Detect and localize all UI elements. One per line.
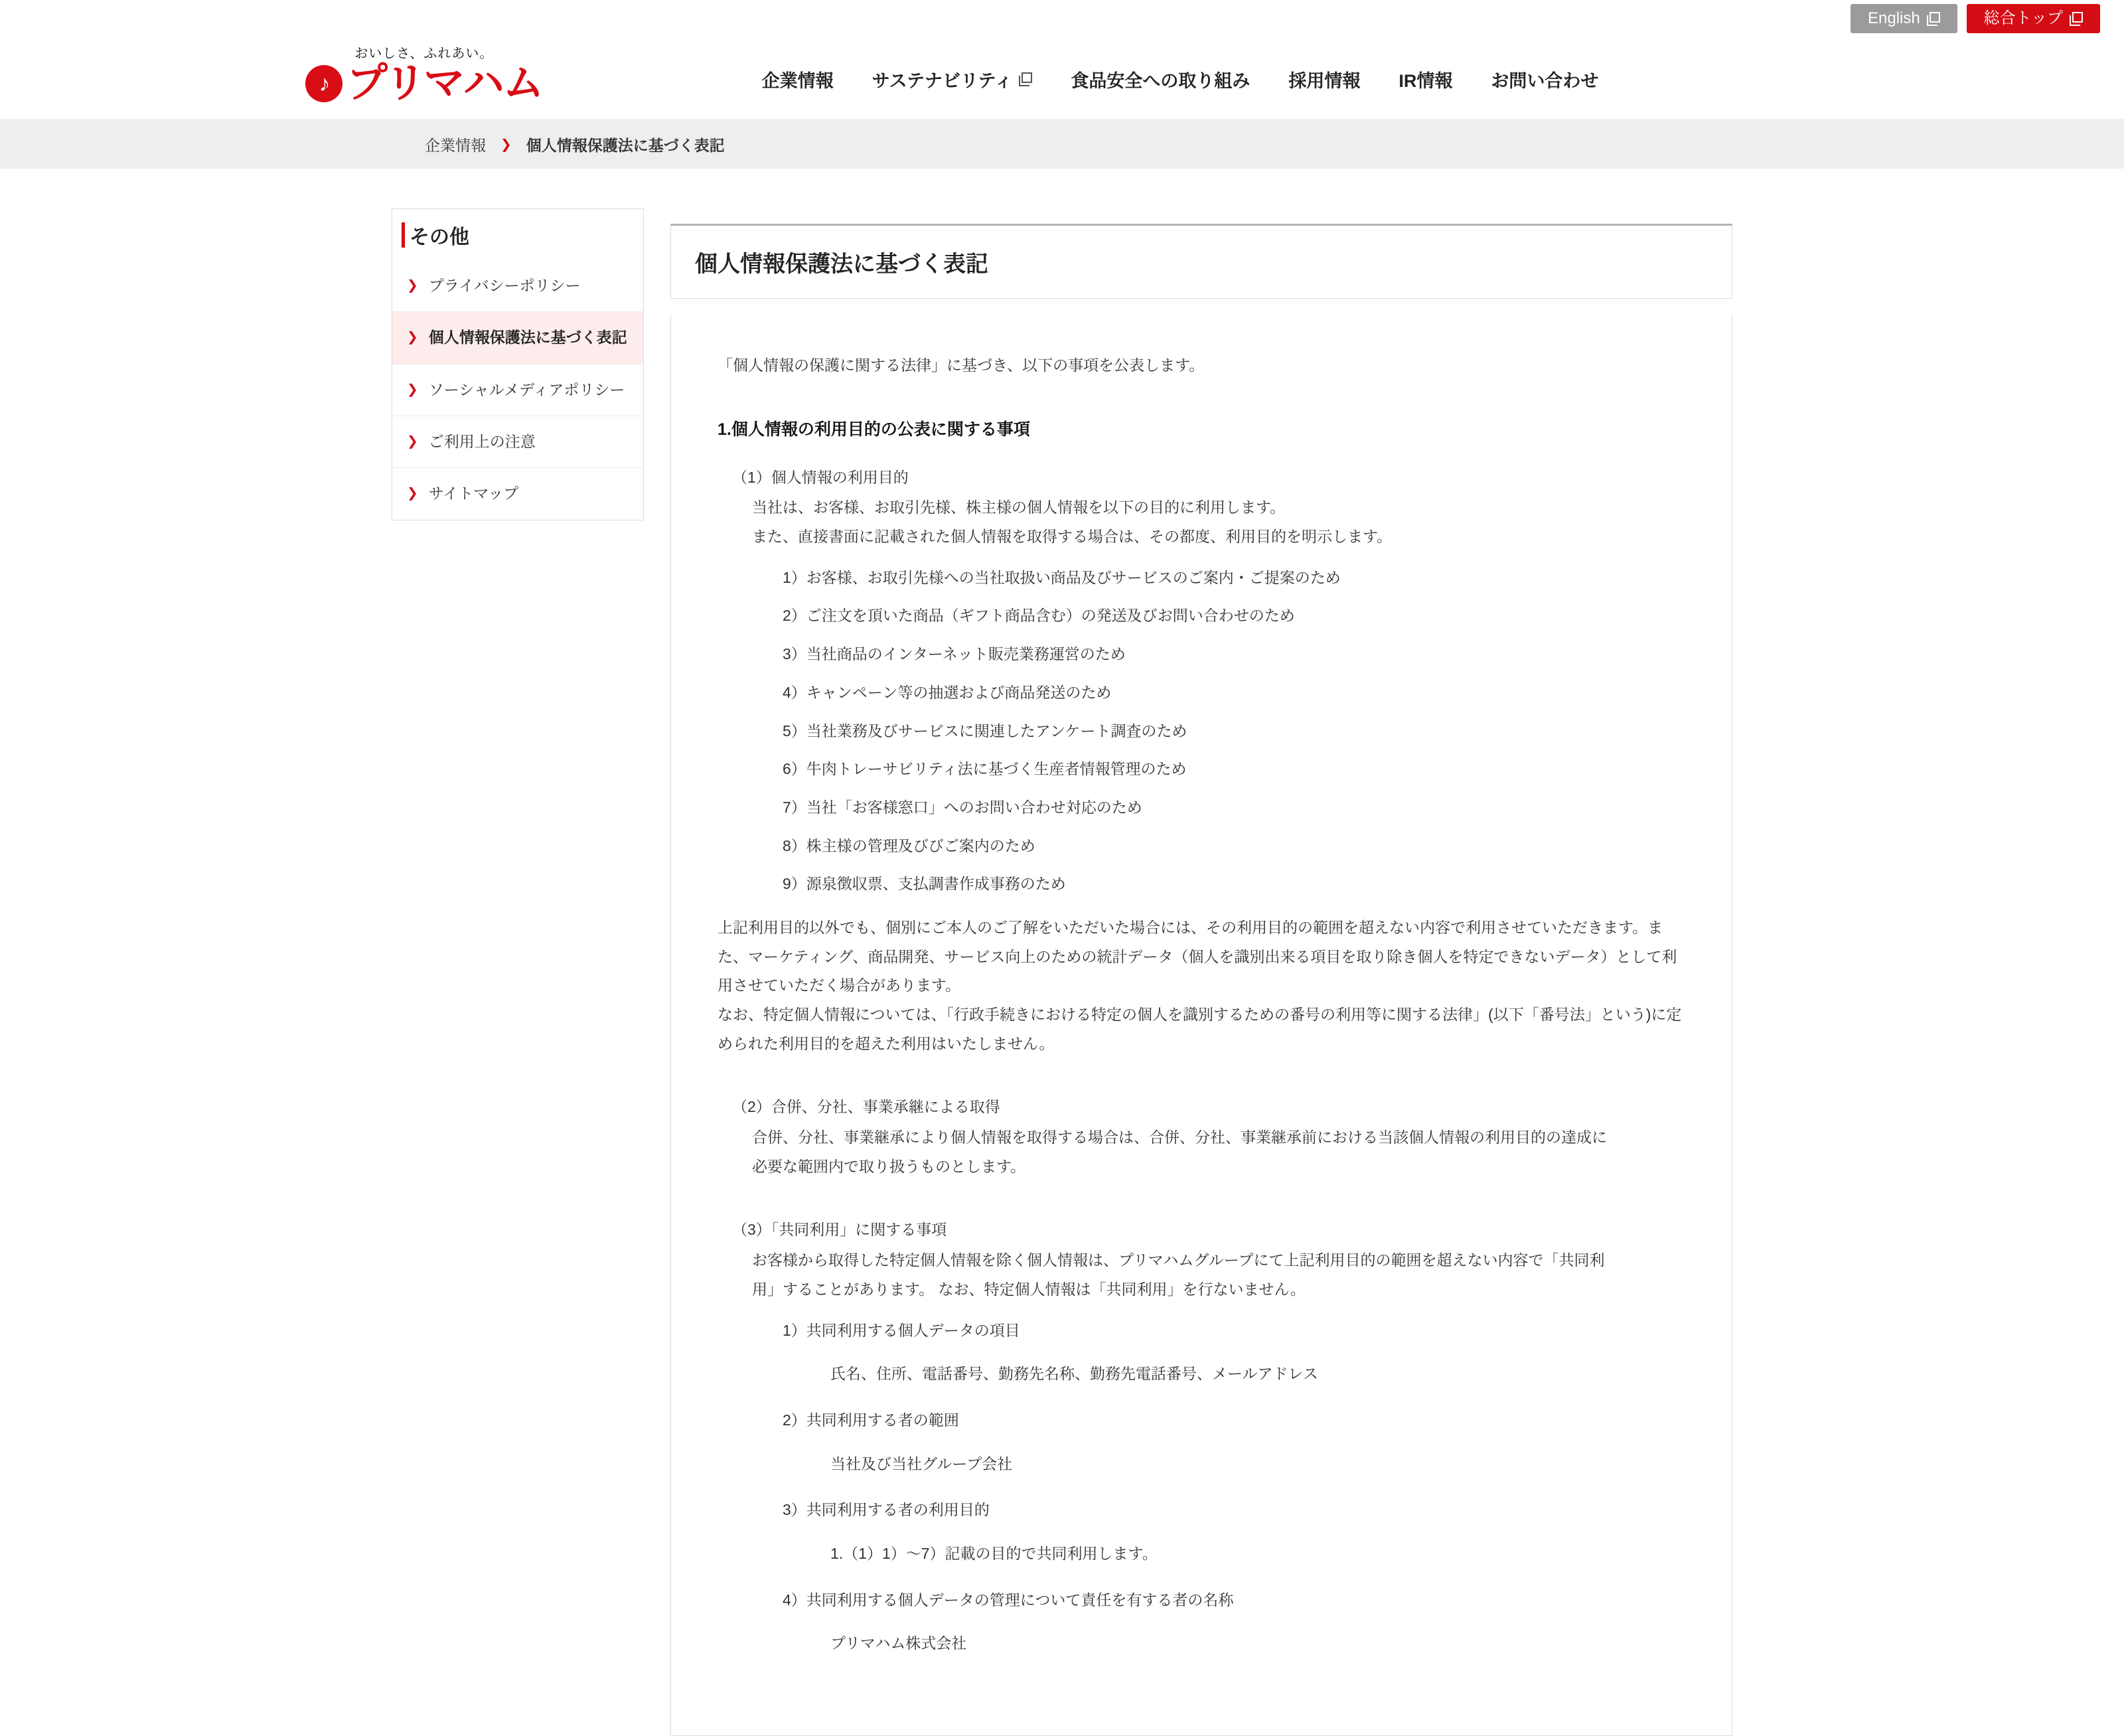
page-wrapper [0,169,2124,1736]
sidebar-item-label: サイトマップ [428,485,519,503]
list-item: 7）当社「お客様窓口」へのお問い合わせ対応のため [783,798,1142,816]
joint-use-value-3: 1.（1）1）〜7）記載の目的で共同利用します。 [830,1544,1158,1562]
nav-label: 食品安全への取り組み [1071,70,1251,91]
sidebar-item-label: ソーシャルメディアポリシー [428,380,625,398]
global-navigation [762,66,1599,92]
joint-use-list [718,1496,1685,1525]
lead-paragraph: 「個人情報の保護に関する法律」に基づき、以下の事項を公表します。 [718,356,1205,374]
english-button[interactable] [1851,4,1957,33]
nav-item-sustainability[interactable] [872,66,1033,92]
sidebar [392,208,644,1736]
list-item: 9）源泉徴収票、支払調書作成事務のため [783,875,1066,893]
sidebar-item-social-media-policy[interactable] [392,364,643,416]
nav-label: 企業情報 [761,70,834,91]
nav-label: IR情報 [1399,70,1453,91]
sidebar-item-label: ご利用上の注意 [428,433,536,451]
section-1-1-note-2: なお、特定個人情報については、「行政手続きにおける特定の個人を識別するための番号の利用等に関する法律」(以下「番号法」という)に定められた利用目的を超えた利用はいたしません。 [718,1006,1682,1052]
spacer [718,1058,1685,1093]
section-1-3-paragraph-1: お客様から取得した特定個人情報を除く個人情報は、プリマハムグループにて上記利用目的の範囲を超えない内容で「共同利 [752,1251,1605,1269]
chevron-right-icon: ❯ [407,278,418,293]
list-item: 8）株主様の管理及びびご案内のため [783,836,1035,854]
chevron-right-icon: ❯ [407,434,418,449]
sidebar-item-personal-info-law[interactable] [392,312,643,364]
logo-wordmark [305,60,543,106]
spacer [718,1181,1685,1216]
list-item: 1）共同利用する個人データの項目 [783,1321,1020,1339]
list-item: 3）当社商品のインターネット販売業務運営のため [783,645,1126,663]
content-body [670,314,1732,1736]
list-item: 6）牛肉トレーサビリティ法に基づく生産者情報管理のため [783,760,1187,778]
section-1-3-paragraph-2: 用」することがあります。 なお、特定個人情報は「共同利用」を行ないません。 [752,1280,1306,1298]
section-1-3-title: （3）「共同利用」に関する事項 [732,1221,947,1239]
sidebar-item-label: プライバシーポリシー [428,277,581,294]
nav-item-food-safety[interactable] [1071,66,1250,92]
joint-use-list [718,1406,1685,1435]
sidebar-item-privacy-policy[interactable] [392,260,643,312]
joint-use-list [718,1316,1685,1346]
chevron-right-icon: ❯ [407,382,418,397]
chevron-right-icon: ❯ [500,137,512,152]
nav-item-company[interactable] [762,66,834,92]
list-item: 4）キャンペーン等の抽選および商品発送のため [783,683,1112,701]
external-link-icon [1927,12,1940,25]
sidebar-list [392,260,644,520]
site-header [0,39,2124,119]
page-title: 個人情報保護法に基づく表記 [670,224,1732,299]
joint-use-list [718,1586,1685,1615]
section-1-2-paragraph-2: 必要な範囲内で取り扱うものとします。 [752,1157,1026,1175]
section-1-2-title: （2）合併、分社、事業承継による取得 [732,1098,1000,1116]
sidebar-item-label: 個人情報保護法に基づく表記 [428,329,627,347]
breadcrumb-item-current: 個人情報保護法に基づく表記 [526,137,725,154]
list-item: 3）共同利用する者の利用目的 [783,1501,990,1519]
logo-text: プリマハム [346,60,543,106]
nav-item-ir[interactable] [1399,66,1452,92]
logo-tagline: おいしさ、ふれあい。 [354,46,494,61]
corporate-top-button[interactable] [1967,4,2100,33]
joint-use-value-1: 氏名、住所、電話番号、勤務先名称、勤務先電話番号、メールアドレス [830,1365,1318,1383]
sidebar-heading: その他 [392,208,644,260]
chevron-down-icon: ❯ [407,330,418,345]
sidebar-item-sitemap[interactable] [392,468,643,519]
logo-mark-icon: ♪ [305,65,342,102]
list-item: 4）共同利用する個人データの管理について責任を有する者の名称 [783,1591,1234,1609]
nav-item-recruit[interactable] [1288,66,1360,92]
sidebar-item-terms-of-use[interactable] [392,416,643,468]
english-label: English [1868,9,1920,27]
external-link-icon [2070,12,2083,25]
joint-use-value-4: プリマハム株式会社 [830,1634,967,1652]
external-link-icon [1019,72,1032,86]
breadcrumb-bar [0,119,2124,169]
section-1-1-note-1: 上記利用目的以外でも、個別にご本人のご了解をいただいた場合には、その利用目的の範囲を超えない内容で利用させていただきます。また、マーケティング、商品開発、サービス向上のための統計データ（個人を識別出来る項目を取り除き個人を特定できないデータ）として利用させていただく場合があります。 [718,918,1677,994]
utility-bar [0,0,2124,39]
nav-label: サステナビリティ [872,70,1013,91]
main-content [670,208,1732,1736]
list-item: 1）お客様、お取引先様への当社取扱い商品及びサービスのご案内・ご提案のため [783,568,1341,586]
section-1-title: 1.個人情報の利用目的の公表に関する事項 [718,420,1030,439]
corporate-top-label: 総合トップ [1983,9,2063,27]
joint-use-value-2: 当社及び当社グループ会社 [830,1455,1013,1472]
section-1-1-title: （1）個人情報の利用目的 [732,468,909,486]
breadcrumb-item-company[interactable]: 企業情報 [425,137,486,154]
chevron-right-icon: ❯ [407,486,418,501]
breadcrumb [425,133,725,155]
list-item: 5）当社業務及びサービスに関連したアンケート調査のため [783,722,1187,740]
section-1-1-paragraph-2: また、直接書面に記載された個人情報を取得する場合は、その都度、利用目的を明示します。 [752,528,1393,546]
section-1-2-paragraph-1: 合併、分社、事業継承により個人情報を取得する場合は、合併、分社、事業継承前における当該個人情報の利用目的の達成に [752,1129,1607,1146]
list-item: 2）ご注文を頂いた商品（ギフト商品含む）の発送及びお問い合わせのため [783,607,1295,625]
nav-label: お問い合わせ [1491,70,1599,91]
purpose-list [718,564,1685,899]
nav-item-contact[interactable] [1491,66,1598,92]
site-logo[interactable] [305,42,543,104]
section-1-1-paragraph-1: 当社は、お客様、お取引先様、株主様の個人情報を以下の目的に利用します。 [752,499,1286,516]
nav-label: 採用情報 [1288,70,1361,91]
list-item: 2）共同利用する者の範囲 [783,1411,959,1429]
